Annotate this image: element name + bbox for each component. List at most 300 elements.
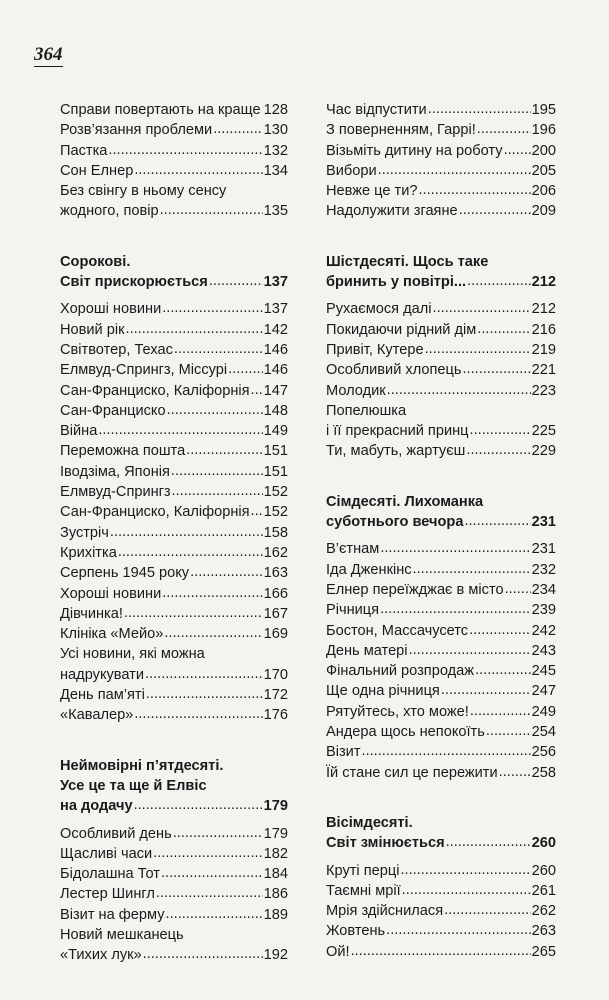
page-ref: 142 [263,321,288,338]
toc-entry [326,560,556,580]
toc-entry-row [60,120,288,140]
leader-dots [118,542,263,562]
toc-entry [326,161,556,181]
leader-dots [351,941,531,961]
toc-entry [60,462,288,482]
toc-entry [326,600,556,620]
leader-dots [251,501,263,521]
entry-title: В’єтнам [326,541,380,558]
toc-entry [60,543,288,563]
toc-column-left [60,100,288,966]
toc-entry [60,685,288,705]
toc-entry [326,100,556,120]
toc-entry [60,925,288,966]
toc-entry-row [326,641,556,661]
toc-section [60,252,288,726]
page-ref: 176 [263,707,288,724]
page-ref: 258 [531,764,556,781]
toc-column-right [326,100,556,962]
entry-title: Візит [326,744,361,761]
entry-title: Війна [60,423,98,440]
toc-entry-row [326,272,556,292]
section-gap [60,222,288,252]
chapter-heading-line: Сімдесяті. Лихоманка [326,493,484,510]
toc-entry-row [60,584,288,604]
leader-dots [477,319,530,339]
page-ref: 247 [531,683,556,700]
leader-dots [469,620,531,640]
leader-dots [499,762,531,782]
chapter-heading [60,756,288,817]
toc-entry [60,381,288,401]
page-ref: 219 [531,341,556,358]
entry-title: Молодик [326,382,386,399]
entry-title: Сан-Франциско [60,402,166,419]
toc-section [326,813,556,962]
page-ref: 162 [263,544,288,561]
entry-title: Покидаючи рідний дім [326,321,477,338]
entry-title: Їй стане сил це пережити [326,764,498,781]
toc-entry [326,201,556,221]
entry-title: Особливий день [60,825,172,842]
page-ref: 256 [531,744,556,761]
leader-dots [161,863,263,883]
page-ref: 128 [263,102,288,118]
page-ref: 137 [263,274,288,291]
page-ref: 245 [531,663,556,680]
toc-entry-row [60,502,288,522]
toc-entry [326,742,556,762]
leader-dots [475,660,531,680]
leader-dots [419,180,531,200]
entry-title: Особливий хлопець [326,362,462,379]
page-ref: 254 [531,724,556,741]
page-ref: 212 [531,274,556,291]
toc-entry-row [60,604,288,624]
entry-title: Щасливі часи [60,845,153,862]
toc-entry-row [60,945,288,965]
toc-entry-row [326,881,556,901]
page-ref: 196 [531,122,556,139]
toc-entry [60,905,288,925]
leader-dots [380,599,531,619]
page-ref: 232 [531,561,556,578]
page-ref: 163 [263,565,288,582]
toc-entry-row [60,201,288,221]
page-ref: 172 [263,687,288,704]
toc-entry-row [326,833,556,853]
toc-entry-row [60,563,288,583]
toc-entry-row [326,942,556,962]
page-ref: 209 [531,203,556,220]
page-ref: 234 [531,581,556,598]
toc-entry [60,181,288,222]
toc-entry [60,624,288,644]
toc-entry [60,441,288,461]
toc-entry [60,100,288,120]
toc-entry-row [60,824,288,844]
leader-dots [134,795,263,815]
leader-dots [167,400,263,420]
entry-title: День пам’яті [60,687,145,704]
toc-entry [60,705,288,725]
page-ref: 243 [531,642,556,659]
toc-entry [60,401,288,421]
leader-dots [433,298,531,318]
toc-entry [326,181,556,201]
toc-entry [60,502,288,522]
toc-entry-row [326,621,556,641]
leader-dots [262,99,263,119]
toc-entry-row [60,624,288,644]
chapter-heading-line: Усе це та ще й Елвіс [60,777,207,794]
toc-entry-row [326,320,556,340]
page-ref: 130 [263,122,288,139]
toc-entry-row [60,141,288,161]
leader-dots [171,461,263,481]
toc-entry-row [326,100,556,120]
leader-dots [164,623,262,643]
entry-title: Новий рік [60,321,125,338]
leader-dots [477,119,531,139]
page-ref: 151 [263,463,288,480]
leader-dots [98,420,262,440]
entry-title-line: Новий мешканець [60,926,184,943]
entry-title: Сан-Франциско, Каліфорнія [60,382,250,399]
entry-title: Дівчинка! [60,605,123,622]
toc-entry-row [326,441,556,461]
leader-dots [156,883,263,903]
entry-title: Елмвуд-Спрингз [60,484,171,501]
page-ref: 206 [531,183,556,200]
entry-title-line: Усі новини, які можна [60,646,205,663]
page-ref: 263 [531,923,556,940]
page-ref: 229 [531,443,556,460]
toc-entry [326,763,556,783]
toc-entry-row [326,901,556,921]
toc-entry [60,141,288,161]
entry-title: Ой! [326,943,350,960]
toc-section [60,100,288,222]
page-ref: 179 [263,798,288,815]
entry-title: «Тихих лук» [60,947,142,964]
entry-title: Крихітка [60,544,117,561]
chapter-heading [60,252,288,293]
toc-entry [326,722,556,742]
page-ref: 146 [263,341,288,358]
toc-entry-row [60,360,288,380]
toc-entry-row [60,905,288,925]
toc-entry-row [60,796,288,816]
page-ref: 158 [263,524,288,541]
toc-entry-row [60,272,288,292]
toc-entry-row [326,360,556,380]
page-ref: 216 [531,321,556,338]
entry-title: Рухаємося далі [326,301,432,318]
toc-entry [60,161,288,181]
entry-title: Серпень 1945 року [60,565,190,582]
toc-entry-row [60,381,288,401]
leader-dots [162,298,262,318]
entry-title-line: Без свінгу в ньому сенсу [60,183,227,200]
page-ref: 200 [531,142,556,159]
toc-entry-row [60,864,288,884]
toc-entry [326,141,556,161]
toc-entry [326,641,556,661]
chapter-title: на додачу [60,798,133,815]
chapter-heading [326,813,556,854]
entry-title: Зустріч [60,524,109,541]
entry-title: Андера щось непокоїть [326,724,485,741]
entry-title: Бостон, Массачусетс [326,622,469,639]
toc-entry [60,864,288,884]
toc-entry [326,381,556,401]
leader-dots [428,99,531,119]
entry-title: Невже це ти? [326,183,418,200]
toc-entry [326,881,556,901]
toc-entry [326,539,556,559]
toc-entry [60,482,288,502]
leader-dots [143,944,263,964]
toc-entry-row [326,120,556,140]
entry-title: Вибори [326,162,377,179]
entry-title: Елмвуд-Спрингз, Міссурі [60,362,228,379]
page-ref: 166 [263,585,288,602]
toc-entry-row [60,884,288,904]
entry-title: З поверненням, Гаррі! [326,122,476,139]
toc-entry [326,340,556,360]
entry-title: Час відпустити [326,102,427,118]
chapter-title: суботнього вечора [326,514,464,531]
page-ref: 147 [263,382,288,399]
toc-section [326,252,556,462]
entry-title: Сон Елнер [60,162,134,179]
toc-entry-row [60,299,288,319]
entry-title: Надолужити згаяне [326,203,458,220]
page-ref: 149 [263,423,288,440]
toc-entry-row [326,381,556,401]
toc-entry-row [60,401,288,421]
leader-dots [174,339,263,359]
toc-section [326,492,556,783]
toc-entry-row [326,861,556,881]
page-ref: 231 [531,541,556,558]
toc-entry [326,942,556,962]
entry-title: Фінальний розпродаж [326,663,475,680]
page-ref: 260 [531,835,556,852]
toc-entry-row [60,543,288,563]
toc-entry [60,299,288,319]
entry-title-line: Попелюшка [326,402,407,419]
leader-dots [466,440,530,460]
leader-dots [467,271,531,291]
leader-dots [413,559,531,579]
entry-title: День матері [326,642,408,659]
entry-title: Жовтень [326,923,386,940]
page-ref: 265 [531,943,556,960]
section-gap [60,726,288,756]
toc-entry-row [60,320,288,340]
page-ref: 262 [531,903,556,920]
toc-entry [60,360,288,380]
chapter-heading-line: Неймовірні п’ятдесяті. [60,757,224,774]
toc-entry-row [60,685,288,705]
leader-dots [108,140,262,160]
chapter-title: Світ змінюється [326,835,445,852]
entry-title: і її прекрасний принц [326,423,469,440]
entry-title: Привіт, Кутере [326,341,424,358]
leader-dots [126,319,263,339]
entry-title: Іда Дженкінс [326,561,412,578]
leader-dots [166,904,263,924]
page-ref: 221 [531,362,556,379]
entry-title: Переможна пошта [60,443,186,460]
section-gap [326,783,556,813]
entry-title: жодного, повір [60,203,159,220]
toc-entry [326,360,556,380]
toc-entry [60,421,288,441]
entry-title: Хороші новини [60,585,162,602]
toc-section [326,100,556,222]
page-ref: 205 [531,162,556,179]
leader-dots [504,140,531,160]
entry-title: Рятуйтесь, хто може! [326,703,469,720]
entry-title: Річниця [326,602,380,619]
leader-dots [380,538,530,558]
entry-title: Мрія здійснилася [326,903,444,920]
toc-entry-row [326,763,556,783]
page-ref: 231 [531,514,556,531]
page-ref: 170 [263,666,288,683]
page-ref: 261 [531,882,556,899]
entry-title: Ще одна річниця [326,683,440,700]
leader-dots [228,359,263,379]
page-ref: 186 [263,886,288,903]
toc-entry [326,861,556,881]
chapter-title: Світ прискорюється [60,274,208,291]
chapter-heading-line: Сорокові. [60,253,131,270]
entry-title: Іводзіма, Японія [60,463,170,480]
leader-dots [409,640,531,660]
toc-entry [60,563,288,583]
toc-entry [326,621,556,641]
page-ref: 242 [531,622,556,639]
entry-title: «Кавалер» [60,707,134,724]
page-number: 364 [34,44,63,65]
toc-entry-row [326,539,556,559]
page-ref: 134 [263,162,288,179]
page-ref: 212 [531,301,556,318]
page-ref: 152 [263,504,288,521]
leader-dots [209,271,263,291]
entry-title: Сан-Франциско, Каліфорнія [60,504,250,521]
leader-dots [145,664,263,684]
page-ref: 195 [531,102,556,118]
leader-dots [213,119,262,139]
entry-title: надрукувати [60,666,145,683]
toc-entry-row [326,921,556,941]
entry-title: Світвотер, Техас [60,341,173,358]
toc-entry [60,884,288,904]
leader-dots [172,481,263,501]
toc-entry [60,120,288,140]
toc-entry [60,644,288,685]
entry-title: Візит на ферму [60,906,165,923]
toc-entry-row [326,181,556,201]
entry-title: Бідолашна Тот [60,866,160,883]
chapter-heading-line: Шістдесяті. Щось таке [326,253,489,270]
leader-dots [505,579,531,599]
toc-entry [326,401,556,442]
toc-entry-row [326,141,556,161]
toc-entry-row [60,161,288,181]
page-ref: 182 [263,845,288,862]
toc-entry [326,320,556,340]
entry-title: Хороші новини [60,301,162,318]
chapter-heading [326,252,556,293]
leader-dots [402,880,531,900]
page-ref: 132 [263,142,288,159]
toc-entry-row [60,340,288,360]
page-ref: 179 [263,825,288,842]
leader-dots [362,741,531,761]
leader-dots [425,339,531,359]
toc-entry [326,921,556,941]
section-gap [326,222,556,252]
entry-title: Справи повертають на краще [60,102,261,118]
chapter-title: бринить у повітрі... [326,274,467,291]
toc-entry-row [326,580,556,600]
page-ref: 151 [263,443,288,460]
leader-dots [486,721,531,741]
entry-title: Круті перці [326,862,400,879]
toc-entry [326,901,556,921]
toc-entry-row [326,560,556,580]
entry-title: Розв’язання проблеми [60,122,213,139]
leader-dots [110,522,263,542]
toc-entry-row [326,512,556,532]
leader-dots [470,420,531,440]
leader-dots [134,160,262,180]
leader-dots [378,160,531,180]
toc-entry [60,604,288,624]
page-ref: 192 [263,947,288,964]
toc-entry [326,580,556,600]
toc-entry-row [60,482,288,502]
toc-entry [60,844,288,864]
page-ref: 184 [263,866,288,883]
leader-dots [153,843,262,863]
leader-dots [444,900,531,920]
leader-dots [464,511,530,531]
toc-entry [60,320,288,340]
toc-entry [326,299,556,319]
toc-entry-row [326,661,556,681]
leader-dots [251,380,263,400]
page-ref: 223 [531,382,556,399]
toc-entry [326,702,556,722]
leader-dots [462,359,530,379]
toc-entry [60,340,288,360]
leader-dots [146,684,263,704]
toc-entry-row [326,340,556,360]
page-ref: 225 [531,423,556,440]
toc-entry [326,441,556,461]
toc-entry [326,120,556,140]
leader-dots [400,860,530,880]
leader-dots [459,200,531,220]
page-ref: 189 [263,906,288,923]
